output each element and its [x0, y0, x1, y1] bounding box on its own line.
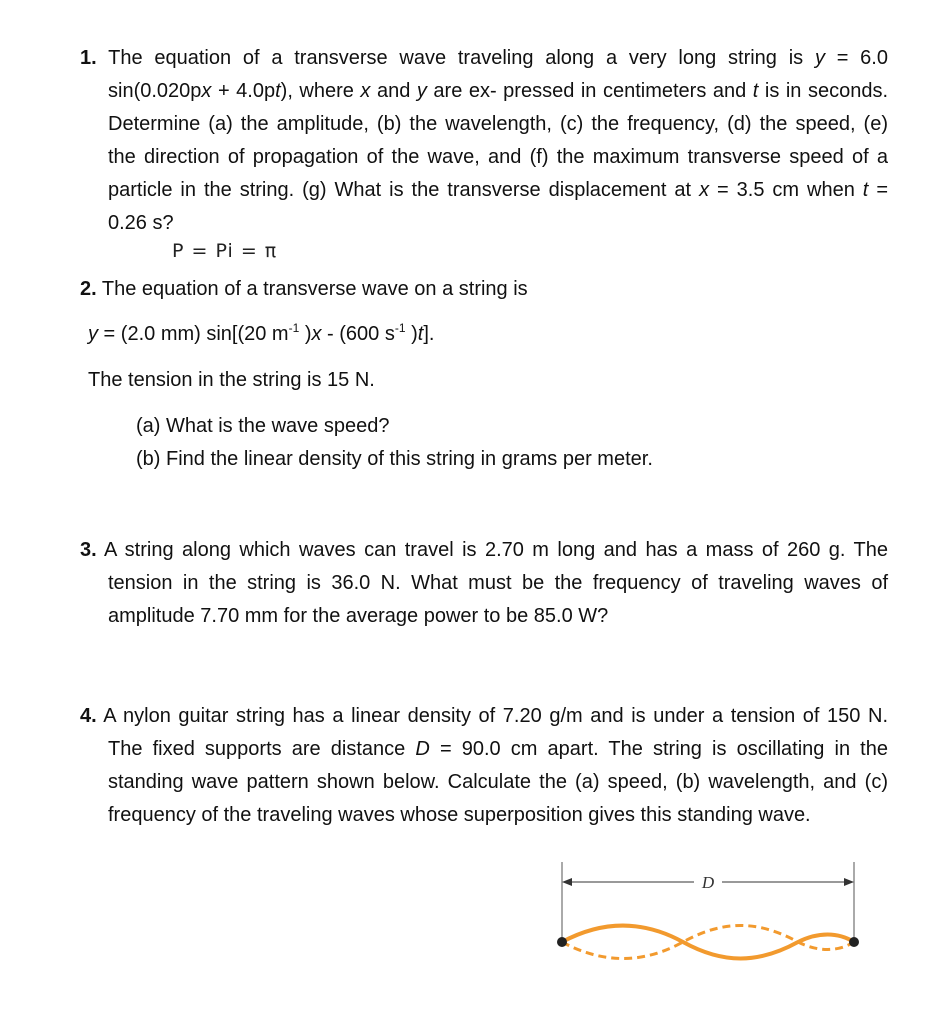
problem-2-number: 2.: [80, 278, 97, 300]
problem-2-intro: 2. The equation of a transverse wave on a string is: [80, 278, 528, 300]
wave-solid-curve: [562, 926, 854, 959]
problem-1: 1. The equation of a transverse wave traveling along a very long string is y = 6.0 sin(0.020px + 4.0pt), where x and y are ex- pressed in centimeters and t is in seconds. Determine (a) the amplitude, (b) the wavelength, (c) the frequency, (d) the speed, (e) the direction of propagation of the wave, and (f) the maximum transverse speed of a particle in the string. (g) What is the transverse displacement at x = 3.5 cm when t = 0.26 s?: [80, 47, 889, 234]
standing-wave-figure: [548, 862, 868, 962]
dimension-arrow-right: [844, 878, 854, 886]
dimension-label: D: [701, 873, 715, 892]
problem-3: 3. A string along which waves can travel is 2.70 m long and has a mass of 260 g. The tension in the string is 36.0 N. What must be the frequency of traveling waves of amplitude 7.70 mm for the average power to be 85.0 W?: [80, 539, 889, 627]
problem-4: 4. A nylon guitar string has a linear density of 7.20 g/m and is under a tension of 150 N. The fixed supports are distance D = 90.0 cm apart. The string is oscillating in the standing wave pattern shown below. Calculate the (a) speed, (b) wavelength, and (c) frequency of the traveling waves whose superposition gives this standing wave.: [80, 705, 889, 826]
problem-2-tension: The tension in the string is 15 N.: [88, 369, 375, 391]
problem-1-number: 1.: [80, 47, 97, 69]
problem-4-number: 4.: [80, 705, 97, 727]
right-fixed-end: [849, 937, 859, 947]
problem-2-part-a: (a) What is the wave speed?: [136, 415, 390, 437]
dimension-arrow-left: [562, 878, 572, 886]
problem-2-part-b: (b) Find the linear density of this string in grams per meter.: [136, 448, 653, 470]
left-fixed-end: [557, 937, 567, 947]
handwritten-note: P = Pi = π: [172, 240, 278, 262]
problem-2-equation: y = (2.0 mm) sin[(20 $m^{-1}$ )x - (600 $s^{-1}$ )t].: [88, 321, 435, 345]
problem-3-number: 3.: [80, 539, 97, 561]
